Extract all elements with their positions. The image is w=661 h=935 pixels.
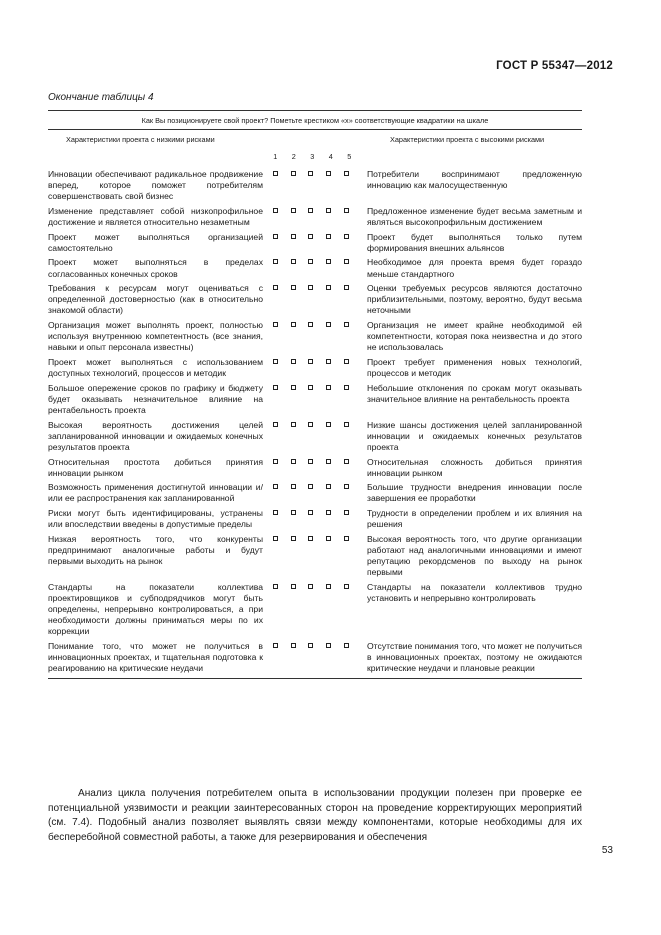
rating-checkboxes [263,232,367,239]
bottom-rule [48,678,582,679]
low-risk-characteristic: Инновации обеспечивают радикальное продвижение вперед, которое поможет потребителям совершенствовать свой бизнес [48,169,263,202]
rating-checkbox[interactable] [344,484,349,489]
scale-number: 1 [273,152,278,161]
table-row [48,283,582,316]
table-row [48,457,582,479]
high-risk-characteristic: Стандарты на показатели коллективов трудно установить и непрерывно контролировать [367,581,582,603]
low-risk-characteristic: Изменение представляет собой низкопрофильное достижение и является относительно незаметным [48,205,263,227]
rating-checkbox[interactable] [273,643,278,648]
scale-numbers [48,148,582,169]
rating-checkboxes [263,641,367,648]
table-row [48,482,582,504]
rating-checkbox[interactable] [273,536,278,541]
rating-checkbox[interactable] [344,422,349,427]
rating-checkbox[interactable] [326,359,331,364]
rating-checkbox[interactable] [326,385,331,390]
table-row [48,357,582,379]
rating-checkbox[interactable] [273,322,278,327]
table-row [48,257,582,279]
low-risk-characteristic: Проект может выполняться организацией самостоятельно [48,231,263,253]
rating-checkbox[interactable] [273,234,278,239]
rating-checkbox[interactable] [291,171,296,176]
rating-checkbox[interactable] [308,259,313,264]
high-risk-characteristic: Проект будет выполняться только путем формирования внешних альянсов [367,231,582,253]
rating-checkbox[interactable] [308,536,313,541]
table-question: Как Вы позиционируете свой проект? Пометьте крестиком «х» соответствующие квадратики на шкале [141,116,489,125]
low-risk-characteristic: Высокая вероятность достижения целей запланированной инновации и ожидаемых конечных результатов проекта [48,419,263,452]
table-body [48,169,582,674]
low-risk-characteristic: Понимание того, что может не получиться в инновационных проектах, и тщательная подготовка к реагированию на критические неудачи [48,640,263,674]
rating-checkbox[interactable] [344,536,349,541]
high-risk-characteristic: Относительная сложность добиться принятия инновации рынком [367,456,582,478]
rating-checkbox[interactable] [308,422,313,427]
rating-checkbox[interactable] [291,510,296,515]
rating-checkbox[interactable] [326,422,331,427]
rating-checkbox[interactable] [326,536,331,541]
rating-checkbox[interactable] [344,285,349,290]
rating-checkboxes [263,482,367,489]
scale-number: 5 [347,152,352,161]
high-risk-characteristic: Низкие шансы достижения целей запланированной инновации и ожидаемых конечных результатов проекта [367,419,582,452]
rating-checkboxes [263,420,367,427]
table-row [48,383,582,416]
rating-checkbox[interactable] [326,484,331,489]
rating-checkbox[interactable] [308,234,313,239]
assessment-table [48,110,582,679]
scale-number: 2 [291,152,296,161]
rating-checkbox[interactable] [344,259,349,264]
high-risk-characteristic: Необходимое для проекта время будет гораздо меньше стандартного [367,257,582,279]
rating-checkboxes [263,357,367,364]
rating-checkbox[interactable] [326,510,331,515]
rating-checkbox[interactable] [273,259,278,264]
low-risk-characteristic: Возможность применения достигнутой инновации и/или ее распространения как запланированной [48,482,263,504]
low-risk-characteristic: Проект может выполняться с использованием доступных технологий, процессов и методик [48,356,263,379]
rating-checkbox[interactable] [291,322,296,327]
table-row [48,420,582,453]
rating-checkbox[interactable] [326,259,331,264]
rating-checkbox[interactable] [291,643,296,648]
rating-checkbox[interactable] [308,171,313,176]
rating-checkbox[interactable] [344,584,349,589]
high-risk-characteristic: Предложенное изменение будет весьма заметным и являться высокопрофильным достижением [367,205,582,227]
high-risk-characteristic: Потребители воспринимают предложенную инновацию как малосущественную [367,169,582,191]
rating-checkboxes [263,582,367,589]
rating-checkbox[interactable] [273,285,278,290]
rating-checkbox[interactable] [273,422,278,427]
low-risk-characteristic: Требования к ресурсам могут оцениваться с определенной достоверностью (как в относительно знакомой области) [48,283,263,316]
rating-checkbox[interactable] [291,234,296,239]
right-column-header: Характеристики проекта с высокими рисками [390,135,545,144]
table-row [48,320,582,353]
rating-checkbox[interactable] [308,643,313,648]
rating-checkbox[interactable] [344,322,349,327]
rating-checkbox[interactable] [291,484,296,489]
rating-checkbox[interactable] [326,171,331,176]
low-risk-characteristic: Организация может выполнять проект, полностью используя внутреннюю компетентность (все знания, навыки и опыт персонала известны) [48,320,263,353]
rating-checkbox[interactable] [273,484,278,489]
rating-checkbox[interactable] [308,510,313,515]
body-paragraph: Анализ цикла получения потребителем опыта в использовании продукции полезен при проверке ее потенциальной уязвимости и реакции заинтересованных сторон на проведение корректирующих мероприятий (см. 7.4). Подобный анализ позволяет выявлять связи между компонентами, которые необходимы для их бесперебойной совместной работы, а также для резервирования и обеспечения [48,788,582,843]
rating-checkbox[interactable] [291,385,296,390]
table-row [48,582,582,637]
table-row [48,206,582,228]
scale-number: 3 [310,152,315,161]
high-risk-characteristic: Организация не имеет крайне необходимой ей компетентности, которая пока неизвестна и до этого не использовалась [367,320,582,353]
low-risk-characteristic: Относительная простота добиться принятия инновации рынком [48,456,263,478]
high-risk-characteristic: Оценки требуемых ресурсов являются достаточно приблизительными, поэтому, вероятно, будут весьма неточными [367,283,582,316]
low-risk-characteristic: Стандарты на показатели коллектива проектировщиков и субподрядчиков могут быть определены, непрерывно контролироваться, а при необходимости должны приниматься меры по их коррекции [48,581,263,637]
rating-checkbox[interactable] [308,359,313,364]
rating-checkbox[interactable] [291,584,296,589]
rating-checkbox[interactable] [291,259,296,264]
rating-checkbox[interactable] [344,171,349,176]
rating-checkbox[interactable] [344,385,349,390]
rating-checkbox[interactable] [344,643,349,648]
rating-checkbox[interactable] [344,208,349,213]
rating-checkbox[interactable] [326,234,331,239]
table-row [48,232,582,254]
rating-checkbox[interactable] [308,322,313,327]
rating-checkboxes [263,257,367,264]
rating-checkbox[interactable] [273,510,278,515]
rating-checkboxes [263,534,367,541]
rating-checkboxes [263,383,367,390]
rating-checkbox[interactable] [291,285,296,290]
rating-checkboxes [263,508,367,515]
rating-checkbox[interactable] [273,208,278,213]
rating-checkbox[interactable] [344,359,349,364]
table-row [48,641,582,674]
rating-checkbox[interactable] [273,459,278,464]
column-headers [48,130,582,148]
rating-checkbox[interactable] [308,584,313,589]
high-risk-characteristic: Отсутствие понимания того, что может не получиться в инновационных проектах, поэтому не ожидаются критические неудачи и плановые реакции [367,640,582,674]
table-row [48,169,582,202]
rating-checkbox[interactable] [326,459,331,464]
scale-number: 4 [328,152,333,161]
high-risk-characteristic: Трудности в определении проблем и их влияния на решения [367,508,582,530]
high-risk-characteristic: Проект требует применения новых технологий, процессов и методик [367,356,582,379]
low-risk-characteristic: Большое опережение сроков по графику и бюджету будет оказывать незначительное влияние на рентабельность проекта [48,382,263,415]
rating-checkbox[interactable] [291,208,296,213]
rating-checkboxes [263,206,367,213]
table-caption: Окончание таблицы 4 [48,92,154,103]
high-risk-characteristic: Большие трудности внедрения инновации после завершения ее проработки [367,482,582,504]
high-risk-characteristic: Небольшие отклонения по срокам могут оказывать значительное влияние на рентабельность проекта [367,382,582,404]
low-risk-characteristic: Риски могут быть идентифицированы, устранены или впоследствии введены в допустимые пределы [48,508,263,530]
rating-checkbox[interactable] [326,285,331,290]
rating-checkbox[interactable] [291,536,296,541]
rating-checkbox[interactable] [308,459,313,464]
rating-checkbox[interactable] [344,459,349,464]
rating-checkbox[interactable] [308,385,313,390]
rating-checkbox[interactable] [326,643,331,648]
left-column-header: Характеристики проекта с низкими рисками [66,135,215,144]
page-number: 53 [601,845,613,856]
rating-checkbox[interactable] [273,385,278,390]
rating-checkboxes [263,457,367,464]
rating-checkbox[interactable] [273,584,278,589]
rating-checkbox[interactable] [291,359,296,364]
standard-header: ГОСТ Р 55347—2012 [496,60,613,72]
rating-checkboxes [263,320,367,327]
low-risk-characteristic: Низкая вероятность того, что конкуренты предпринимают аналогичные работы и будут первыми выходить на рынок [48,533,263,567]
rating-checkbox[interactable] [273,359,278,364]
rating-checkbox[interactable] [344,510,349,515]
table-row [48,508,582,530]
rating-checkbox[interactable] [344,234,349,239]
rating-checkbox[interactable] [308,208,313,213]
table-row [48,534,582,578]
high-risk-characteristic: Высокая вероятность того, что другие организации работают над аналогичными инновациями и имеют репутацию рекордсменов по выходу на рынок первыми [367,533,582,578]
rating-checkboxes [263,169,367,176]
rating-checkbox[interactable] [326,322,331,327]
rating-checkboxes [263,283,367,290]
rating-checkbox[interactable] [326,584,331,589]
rating-checkbox[interactable] [308,285,313,290]
rating-checkbox[interactable] [291,459,296,464]
rating-checkbox[interactable] [291,422,296,427]
rating-checkbox[interactable] [273,171,278,176]
rating-checkbox[interactable] [308,484,313,489]
low-risk-characteristic: Проект может выполняться в пределах согласованных конечных сроков [48,257,263,279]
rating-checkbox[interactable] [326,208,331,213]
